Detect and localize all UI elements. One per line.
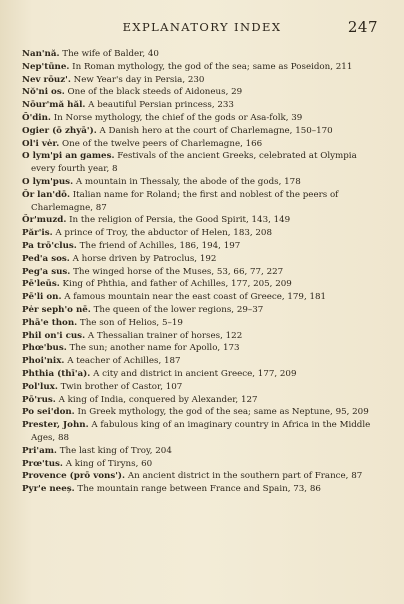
index-entry [22, 445, 382, 458]
index-entry [22, 138, 382, 151]
index-entry [22, 74, 382, 87]
index-entry [22, 253, 382, 266]
index-entry [22, 99, 382, 112]
entry-headword: Ō'din. [22, 112, 51, 123]
entry-definition: A fabulous king of an imaginary country in Africa in the Middle Ages, 88 [31, 420, 371, 443]
entry-headword: Nev rōuz'. [22, 74, 71, 85]
entry-headword: O lym'pus. [22, 176, 74, 187]
index-entry [22, 278, 382, 291]
index-entry [22, 342, 382, 355]
entry-definition: A teacher of Achilles, 187 [67, 356, 181, 367]
entry-headword: Pō'rus. [22, 394, 56, 405]
entry-headword: Phœ'bus. [22, 343, 67, 354]
entry-definition: The sun; another name for Apollo, 173 [69, 343, 240, 354]
running-title: EXPLANATORY INDEX [122, 20, 282, 34]
entry-definition: The mountain range between France and Spain, 73, 86 [77, 484, 321, 495]
entry-headword: Prœ'tus. [22, 458, 63, 469]
index-entry [22, 266, 382, 279]
index-entry [22, 458, 382, 471]
index-entry [22, 112, 382, 125]
entry-headword: Provence (prō vons'). [22, 471, 126, 482]
entry-definition: A famous mountain near the east coast of Greece, 179, 181 [64, 292, 327, 303]
entry-definition: A city and district in ancient Greece, 177, 209 [93, 368, 297, 379]
entry-definition: An ancient district in the southern part of France, 87 [127, 471, 363, 482]
entry-definition: A Thessalian trainer of horses, 122 [87, 330, 243, 341]
entry-headword: O lym'pi an games. [22, 151, 115, 162]
entry-definition: The wife of Balder, 40 [62, 49, 159, 59]
entry-headword: Phoi'nix. [22, 356, 65, 367]
entry-headword: Nep'tūne. [22, 61, 70, 72]
index-entry [22, 48, 382, 61]
index-entry [22, 330, 382, 343]
index-entry [22, 227, 382, 240]
entry-headword: Nōur'mă hăl. [22, 100, 86, 111]
index-entry [22, 406, 382, 419]
entry-headword: Pē'leūs. [22, 279, 60, 290]
entry-headword: Ŏr'muzd. [22, 215, 67, 226]
entry-definition: In Greek mythology, the god of the sea; same as Neptune, 95, 209 [77, 407, 369, 418]
index-entry [22, 86, 382, 99]
index-entry [22, 240, 382, 253]
entry-definition: A prince of Troy, the abductor of Helen, 183, 208 [55, 228, 272, 239]
entry-headword: Pri'am. [22, 445, 57, 456]
index-entry [22, 317, 382, 330]
entry-definition: A beautiful Persian princess, 233 [88, 100, 234, 111]
entry-headword: Prester, John. [22, 420, 89, 431]
index-entries [22, 48, 382, 496]
entry-headword: Ogier (ō zhyā'). [22, 125, 97, 136]
entry-definition: Twin brother of Castor, 107 [60, 381, 183, 392]
index-entry [22, 304, 382, 317]
page-number: 247 [347, 18, 378, 36]
index-entry [22, 291, 382, 304]
page-header [0, 18, 404, 36]
index-entry [22, 470, 382, 483]
entry-headword: Ŏr lan'dō. [22, 189, 70, 200]
entry-headword: Pē'li on. [22, 292, 62, 303]
entry-headword: Ped'a sos. [22, 253, 70, 264]
index-entry [22, 483, 382, 496]
entry-headword: Pol'lux. [22, 381, 58, 392]
entry-headword: Pyr'e neeș. [22, 484, 75, 495]
entry-headword: Nŏ'ni os. [22, 87, 65, 98]
entry-definition: The son of Helios, 5–19 [79, 317, 183, 328]
entry-definition: King of Phthia, and father of Achilles, 177, 205, 209 [62, 279, 292, 290]
entry-definition: In Roman mythology, the god of the sea; same as Poseidon, 211 [72, 61, 353, 72]
entry-definition: The winged horse of the Muses, 53, 66, 77, 227 [73, 266, 284, 277]
entry-definition: One of the twelve peers of Charlemagne, 166 [62, 138, 263, 149]
entry-definition: The last king of Troy, 204 [59, 445, 172, 456]
index-entry [22, 214, 382, 227]
entry-definition: In Norse mythology, the chief of the gods or Asa-folk, 39 [53, 112, 303, 123]
entry-definition: Festivals of the ancient Greeks, celebrated at Olympia every fourth year, 8 [31, 151, 357, 175]
index-entry [22, 125, 382, 138]
entry-headword: Nan'nă. [22, 49, 60, 59]
entry-headword: Peg'a sus. [22, 266, 71, 277]
entry-definition: A Danish hero at the court of Charlemagne, 150–170 [99, 125, 333, 136]
entry-definition: A mountain in Thessaly, the abode of the gods, 178 [75, 176, 301, 187]
entry-headword: Phā'e thon. [22, 317, 78, 328]
entry-definition: New Year's day in Persia, 230 [73, 74, 205, 85]
entry-definition: A horse driven by Patroclus, 192 [72, 253, 217, 264]
entry-definition: A king of India, conquered by Alexander, 127 [58, 394, 258, 405]
entry-definition: One of the black steeds of Aidoneus, 29 [67, 87, 243, 98]
entry-headword: Pėr seph'o nē. [22, 304, 91, 315]
index-entry [22, 176, 382, 189]
entry-headword: Păr'is. [22, 228, 53, 239]
index-entry [22, 355, 382, 368]
index-entry [22, 61, 382, 74]
entry-definition: The friend of Achilles, 186, 194, 197 [79, 240, 241, 251]
entry-headword: Pa trō'clus. [22, 240, 77, 251]
entry-headword: Ol'i vėr. [22, 138, 60, 149]
index-entry [22, 368, 382, 381]
index-entry [22, 381, 382, 394]
entry-definition: A king of Tiryns, 60 [65, 458, 153, 469]
entry-definition: Italian name for Roland; the first and noblest of the peers of Charlemagne, 87 [31, 189, 339, 213]
entry-headword: Po sei'don. [22, 407, 75, 418]
index-entry [22, 419, 382, 445]
entry-headword: Phil on'i cus. [22, 330, 86, 341]
entry-headword: Phthia (thī'a). [22, 368, 91, 379]
entry-definition: In the religion of Persia, the Good Spirit, 143, 149 [69, 215, 291, 226]
index-entry [22, 189, 382, 215]
index-entry [22, 150, 382, 176]
index-entry [22, 394, 382, 407]
entry-definition: The queen of the lower regions, 29–37 [93, 304, 264, 315]
